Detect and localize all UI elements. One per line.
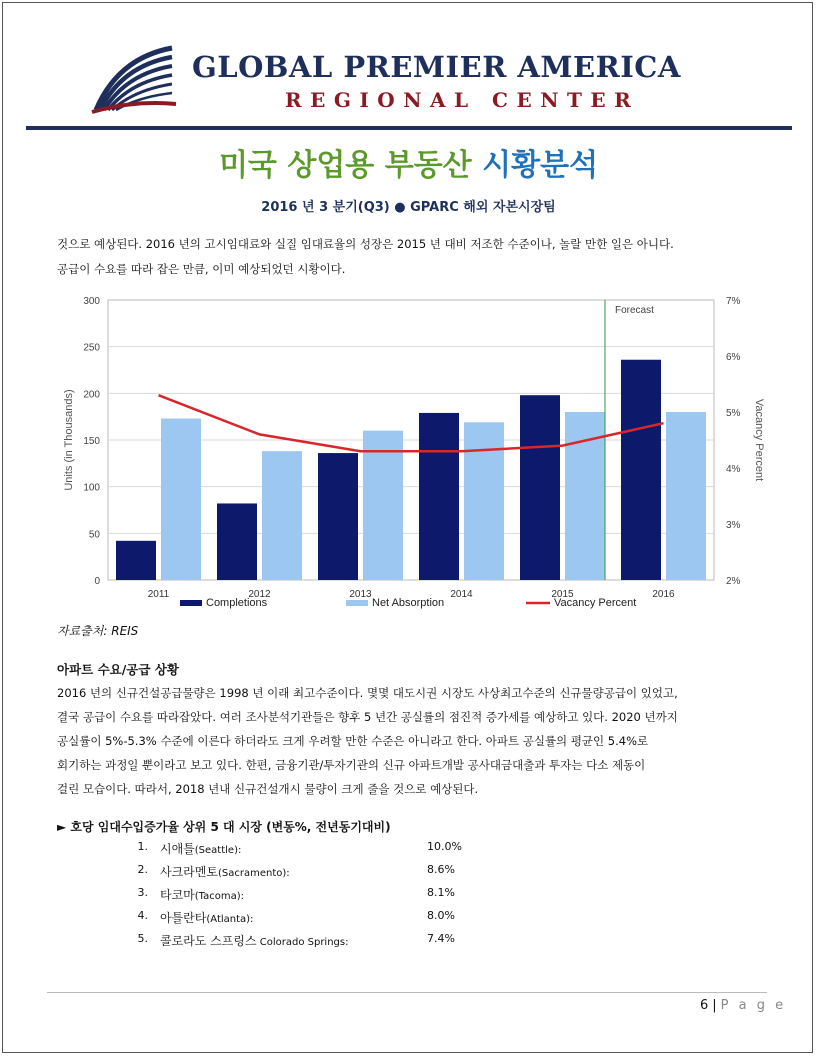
y-tick-label: 100: [83, 482, 100, 494]
y-tick-label: 0: [94, 576, 100, 587]
apartment-line-1: 2016 년의 신규건설공급물량은 1998 년 이래 최고수준이다. 몇몇 대도시권 시장도 사상최고수준의 신규물량공급이 있었고,: [57, 686, 678, 700]
bar-completions: [621, 360, 661, 580]
apartment-line-5: 걸린 모습이다. 따라서, 2018 년내 신규건설개시 물량이 크게 줄을 것으로 예상된다.: [57, 782, 479, 796]
y-tick-label: 200: [83, 389, 100, 401]
y2-tick-label: 4%: [726, 464, 741, 475]
y2-tick-label: 3%: [726, 520, 741, 531]
list-number: 5.: [137, 932, 148, 945]
title-part1: 미국 상업용 부동산: [218, 148, 472, 183]
bar-completions: [217, 503, 257, 580]
page-subtitle: 2016 년 3 분기(Q3) ● GPARC 해외 자본시장팀: [261, 200, 556, 215]
list-number: 1.: [137, 840, 148, 853]
intro-line-2: 공급이 수요를 따라 잡은 만큼, 이미 예상되었던 시황이다.: [57, 262, 346, 276]
footer-rule: [47, 992, 767, 993]
legend-label-net-absorption: Net Absorption: [372, 597, 445, 609]
regional-center-logo: [88, 40, 178, 118]
y-tick-label: 250: [83, 342, 100, 354]
y2-tick-label: 6%: [726, 352, 741, 363]
y2-axis-label: Vacancy Percent: [753, 398, 765, 482]
legend-swatch-net-absorption: [346, 600, 368, 606]
list-number: 4.: [137, 909, 148, 922]
top-markets-heading: ► 호당 임대수입증가율 상위 5 대 시장 (변동%, 전년동기대비): [57, 820, 391, 834]
market-name: 시애틀(Seattle):: [160, 842, 242, 856]
y-tick-label: 50: [88, 529, 100, 541]
bar-completions: [419, 413, 459, 580]
apartment-heading: 아파트 수요/공급 상황: [57, 662, 179, 677]
market-name: 사크라멘토(Sacramento):: [160, 865, 290, 879]
market-name: 아틀란타(Atlanta):: [160, 911, 254, 925]
bar-net-absorption: [666, 412, 706, 580]
apartment-line-4: 회기하는 과정일 뿐이라고 보고 있다. 한편, 금융기관/투자기관의 신규 아파트개발 공사대금대출과 투자는 다소 제동이: [57, 758, 646, 772]
bar-net-absorption: [262, 451, 302, 580]
legend-label-completions: Completions: [206, 597, 268, 609]
market-value: 10.0%: [427, 840, 462, 853]
page-title: [0, 140, 817, 184]
market-value: 8.0%: [427, 909, 455, 922]
forecast-label: Forecast: [615, 305, 654, 316]
y2-tick-label: 2%: [726, 576, 741, 587]
market-value: 8.1%: [427, 886, 455, 899]
x-tick-label: 2016: [652, 589, 675, 600]
y-tick-label: 300: [83, 296, 100, 307]
intro-line-1: 것으로 예상된다. 2016 년의 고시임대료와 실질 임대료율의 성장은 2015 년 대비 저조한 수준이나, 놀랄 만한 일은 아니다.: [57, 237, 674, 251]
org-name: GLOBAL PREMIER AMERICA: [192, 50, 681, 84]
market-value: 7.4%: [427, 932, 455, 945]
legend-label-vacancy: Vacancy Percent: [554, 597, 637, 609]
title-part2: 시황분석: [482, 148, 599, 183]
bar-completions: [318, 453, 358, 580]
x-tick-label: 2012: [248, 589, 271, 600]
list-number: 3.: [137, 886, 148, 899]
bar-net-absorption: [363, 431, 403, 580]
bar-net-absorption: [464, 422, 504, 580]
legend-swatch-completions: [180, 600, 202, 606]
apartment-line-2: 결국 공급이 수요를 따라잡았다. 여러 조사분석기관들은 향후 5 년간 공실률의 점진적 증가세를 예상하고 있다. 2020 년까지: [57, 710, 678, 724]
x-tick-label: 2013: [349, 589, 372, 600]
y-tick-label: 150: [83, 436, 100, 447]
page-number: 6 | P a g e: [700, 998, 787, 1013]
apartment-supply-chart: [56, 288, 776, 618]
apartment-line-3: 공실률이 5%-5.3% 수준에 이른다 하더라도 크게 우려할 만한 수준은 아니라고 한다. 아파트 공실률의 평균인 5.4%로: [57, 734, 649, 748]
chart-source: 자료출처: REIS: [57, 624, 139, 638]
bar-net-absorption: [161, 419, 201, 580]
header-rule: [26, 126, 792, 130]
org-subname: REGIONAL CENTER: [285, 88, 640, 112]
market-name: 타코마(Tacoma):: [160, 888, 245, 902]
list-number: 2.: [137, 863, 148, 876]
bar-completions: [116, 541, 156, 580]
x-tick-label: 2015: [551, 589, 574, 600]
x-tick-label: 2011: [147, 589, 170, 600]
y2-tick-label: 5%: [726, 408, 741, 419]
bar-completions: [520, 395, 560, 580]
y-axis-label: Units (in Thousands): [63, 389, 75, 491]
y2-tick-label: 7%: [726, 296, 741, 307]
market-name: 콜로라도 스프링스 Colorado Springs:: [160, 934, 349, 948]
market-value: 8.6%: [427, 863, 455, 876]
x-tick-label: 2014: [450, 589, 473, 600]
